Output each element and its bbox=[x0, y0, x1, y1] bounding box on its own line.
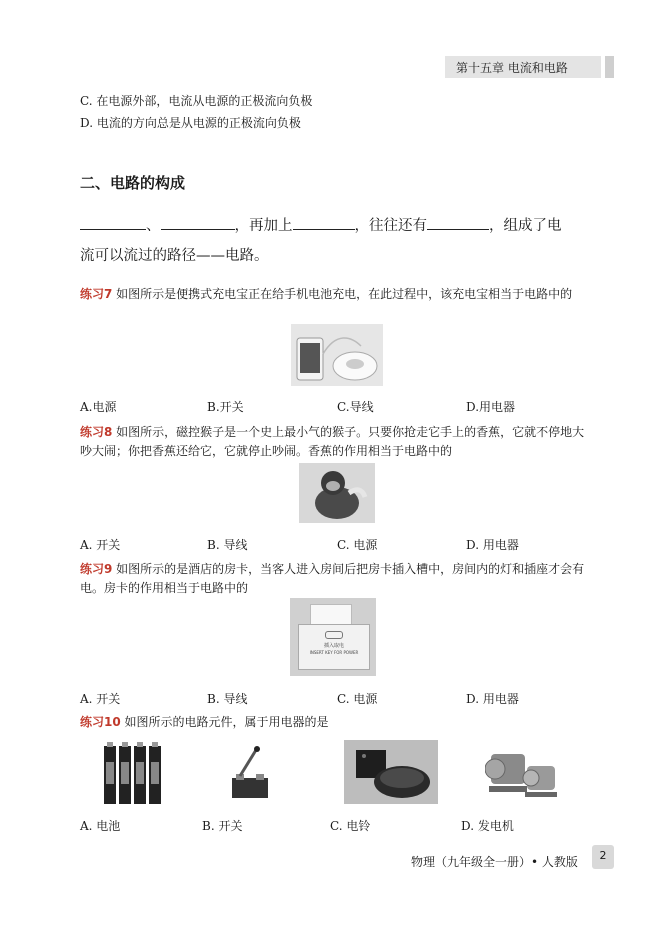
knife-switch-photo bbox=[226, 744, 274, 802]
option-c[interactable]: C. 电源 bbox=[337, 538, 378, 552]
card-slot-panel bbox=[298, 624, 370, 670]
card-symbol-icon bbox=[325, 631, 343, 639]
room-card-photo bbox=[290, 598, 376, 676]
blank-1[interactable] bbox=[80, 214, 146, 230]
option-c[interactable]: C. 电铃 bbox=[330, 819, 371, 833]
option-a[interactable]: A. 开关 bbox=[80, 538, 121, 552]
blank-4[interactable] bbox=[427, 214, 489, 230]
option-b[interactable]: B. 开关 bbox=[202, 819, 243, 833]
option-d[interactable]: D. 发电机 bbox=[461, 819, 514, 833]
fill-in-line-2: 流可以流过的路径——电路。 bbox=[80, 248, 269, 264]
question-text: 如图所示的是酒店的房卡，当客人进入房间后把房卡插入槽中，房间内的灯和插座才会有电。房卡的作用相当于电路中的 bbox=[80, 562, 585, 595]
question-8 bbox=[80, 423, 585, 461]
question-label: 练习7 bbox=[80, 287, 113, 301]
prev-option-d: D. 电流的方向总是从电源的正极流向负极 bbox=[80, 116, 301, 130]
question-label: 练习8 bbox=[80, 425, 113, 439]
card-text-en: INSERT KEY FOR POWER bbox=[309, 650, 359, 655]
fill-in-line-1 bbox=[80, 214, 590, 235]
power-bank-photo bbox=[291, 324, 383, 386]
blank-2[interactable] bbox=[161, 214, 235, 230]
option-a[interactable]: A.电源 bbox=[80, 400, 117, 414]
question-text: 如图所示是便携式充电宝正在给手机电池充电，在此过程中，该充电宝相当于电路中的 bbox=[112, 287, 573, 301]
question-label: 练习10 bbox=[80, 715, 121, 729]
option-a[interactable]: A. 开关 bbox=[80, 692, 121, 706]
card-text-cn: 插入取电 bbox=[323, 643, 344, 649]
blank-3[interactable] bbox=[293, 214, 355, 230]
page-number: 2 bbox=[592, 845, 614, 869]
prev-option-c: C. 在电源外部，电流从电源的正极流向负极 bbox=[80, 94, 313, 108]
question-10 bbox=[80, 713, 585, 732]
option-b[interactable]: B. 导线 bbox=[207, 692, 248, 706]
option-c[interactable]: C. 电源 bbox=[337, 692, 378, 706]
book-title: 物理（九年级全一册）• 人教版 bbox=[411, 855, 578, 869]
option-b[interactable]: B.开关 bbox=[207, 400, 244, 414]
option-b[interactable]: B. 导线 bbox=[207, 538, 248, 552]
batteries-photo bbox=[101, 740, 163, 806]
fill-seg-4: ，组成了电 bbox=[489, 218, 562, 234]
option-d[interactable]: D. 用电器 bbox=[466, 538, 519, 552]
generator-photo bbox=[485, 744, 563, 800]
header-tab bbox=[605, 56, 614, 78]
question-7 bbox=[80, 285, 585, 304]
question-label: 练习9 bbox=[80, 562, 113, 576]
question-text: 如图所示，磁控猴子是一个史上最小气的猴子。只要你抢走它手上的香蕉，它就不停地大吵大闹；你把香蕉还给它，它就停止吵闹。香蕉的作用相当于电路中的 bbox=[80, 425, 585, 458]
electric-bell-photo bbox=[344, 740, 438, 804]
option-d[interactable]: D. 用电器 bbox=[466, 692, 519, 706]
chapter-header: 第十五章 电流和电路 bbox=[456, 61, 568, 75]
fill-seg-2: ，再加上 bbox=[234, 218, 293, 234]
fill-seg-3: ，往往还有 bbox=[354, 218, 427, 234]
question-text: 如图所示的电路元件，属于用电器的是 bbox=[120, 715, 329, 729]
option-c[interactable]: C.导线 bbox=[337, 400, 374, 414]
fill-sep-1: 、 bbox=[146, 218, 161, 234]
option-d[interactable]: D.用电器 bbox=[466, 400, 516, 414]
section-title: 二、电路的构成 bbox=[80, 174, 186, 192]
option-a[interactable]: A. 电池 bbox=[80, 819, 121, 833]
magnetic-monkey-photo bbox=[299, 463, 375, 523]
question-9 bbox=[80, 560, 585, 598]
